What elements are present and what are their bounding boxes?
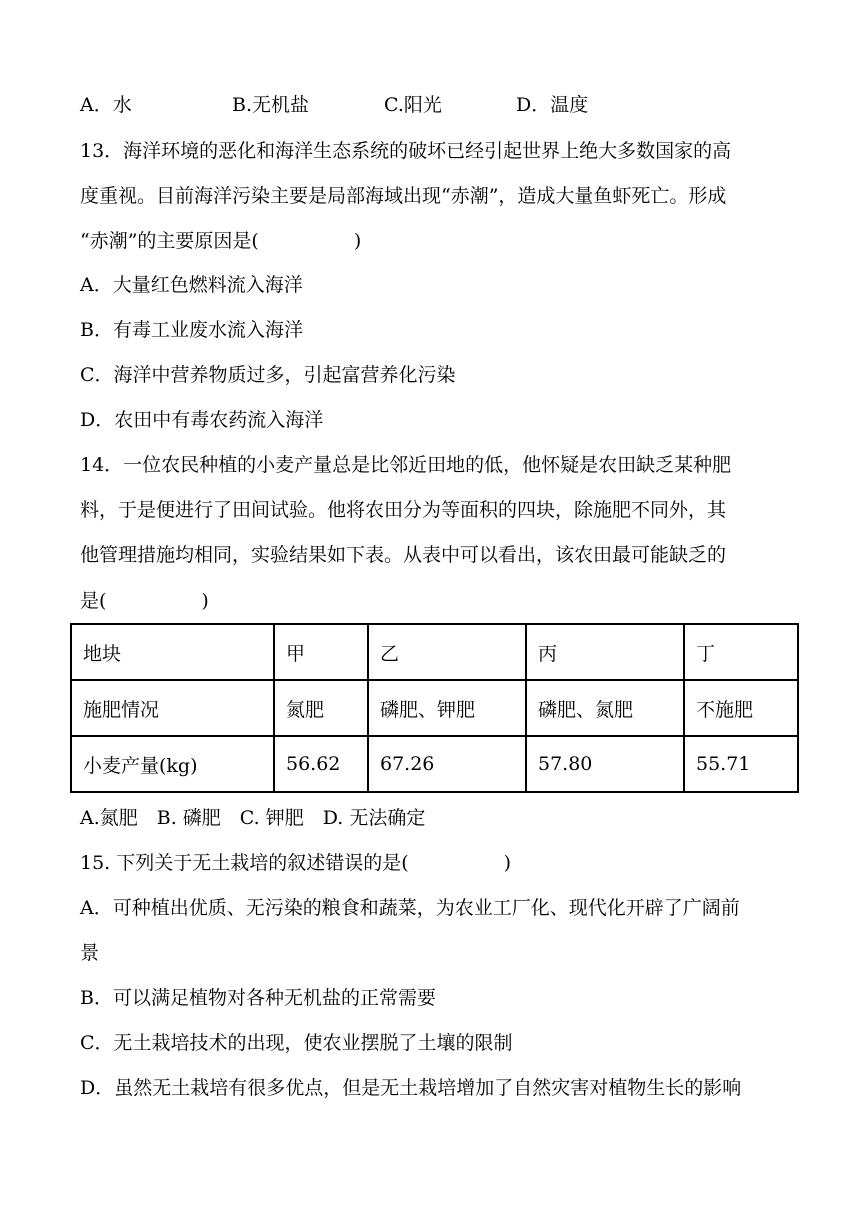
table-cell: 氮肥: [274, 680, 368, 736]
q12-option-c: C.阳光: [384, 94, 442, 116]
table-cell: 不施肥: [684, 680, 798, 736]
q13-option-d: D．农田中有毒农药流入海洋: [80, 409, 324, 431]
q15-option-b: B．可以满足植物对各种无机盐的正常需要: [80, 987, 436, 1009]
table-cell: 磷肥、氮肥: [526, 680, 684, 736]
q12-option-a: A．水: [80, 94, 132, 116]
table-row: [71, 736, 798, 792]
table-cell: 丁: [684, 624, 798, 680]
q13-stem-line-1: 13．海洋环境的恶化和海洋生态系统的破坏已经引起世界上绝大多数国家的高: [80, 140, 732, 162]
table-cell: 施肥情况: [71, 680, 274, 736]
table-cell: 乙: [368, 624, 526, 680]
table-cell: 磷肥、钾肥: [368, 680, 526, 736]
q13-option-c: C．海洋中营养物质过多，引起富营养化污染: [80, 364, 456, 386]
table-cell: 55.71: [684, 736, 798, 792]
q12-option-b: B.无机盐: [232, 94, 310, 116]
q15-stem: 15. 下列关于无土栽培的叙述错误的是( ): [80, 852, 512, 874]
q12-option-d: D．温度: [516, 94, 589, 116]
q14-stem-line-4: 是( ): [80, 590, 209, 612]
q14-results-table: [70, 623, 799, 793]
q13-stem-line-2: 度重视。目前海洋污染主要是局部海域出现“赤潮”，造成大量鱼虾死亡。形成: [80, 185, 727, 207]
q15-option-c: C．无土栽培技术的出现，使农业摆脱了土壤的限制: [80, 1032, 513, 1054]
q13-option-a: A．大量红色燃料流入海洋: [80, 274, 303, 296]
q15-option-a-line-1: A．可种植出优质、无污染的粮食和蔬菜，为农业工厂化、现代化开辟了广阔前: [80, 897, 740, 919]
q12-options: [80, 93, 588, 117]
q14-options: A.氮肥 B. 磷肥 C. 钾肥 D. 无法确定: [80, 807, 426, 829]
q13-option-b: B．有毒工业废水流入海洋: [80, 319, 303, 341]
q14-stem-line-2: 料，于是便进行了田间试验。他将农田分为等面积的四块，除施肥不同外，其: [80, 499, 727, 521]
q14-stem-line-1: 14．一位农民种植的小麦产量总是比邻近田地的低，他怀疑是农田缺乏某种肥: [80, 454, 732, 476]
table-row: [71, 624, 798, 680]
table-cell: 57.80: [526, 736, 684, 792]
table-cell: 甲: [274, 624, 368, 680]
table-cell: 67.26: [368, 736, 526, 792]
q13-stem-line-3: “赤潮”的主要原因是( ): [80, 230, 362, 252]
table-cell: 56.62: [274, 736, 368, 792]
table-cell: 丙: [526, 624, 684, 680]
q15-option-d: D．虽然无土栽培有很多优点，但是无土栽培增加了自然灾害对植物生长的影响: [80, 1077, 742, 1099]
q15-option-a-line-2: 景: [80, 942, 100, 964]
q14-stem-line-3: 他管理措施均相同，实验结果如下表。从表中可以看出，该农田最可能缺乏的: [80, 544, 727, 566]
table-cell: 小麦产量(kg): [71, 736, 274, 792]
table-cell: 地块: [71, 624, 274, 680]
table-row: [71, 680, 798, 736]
